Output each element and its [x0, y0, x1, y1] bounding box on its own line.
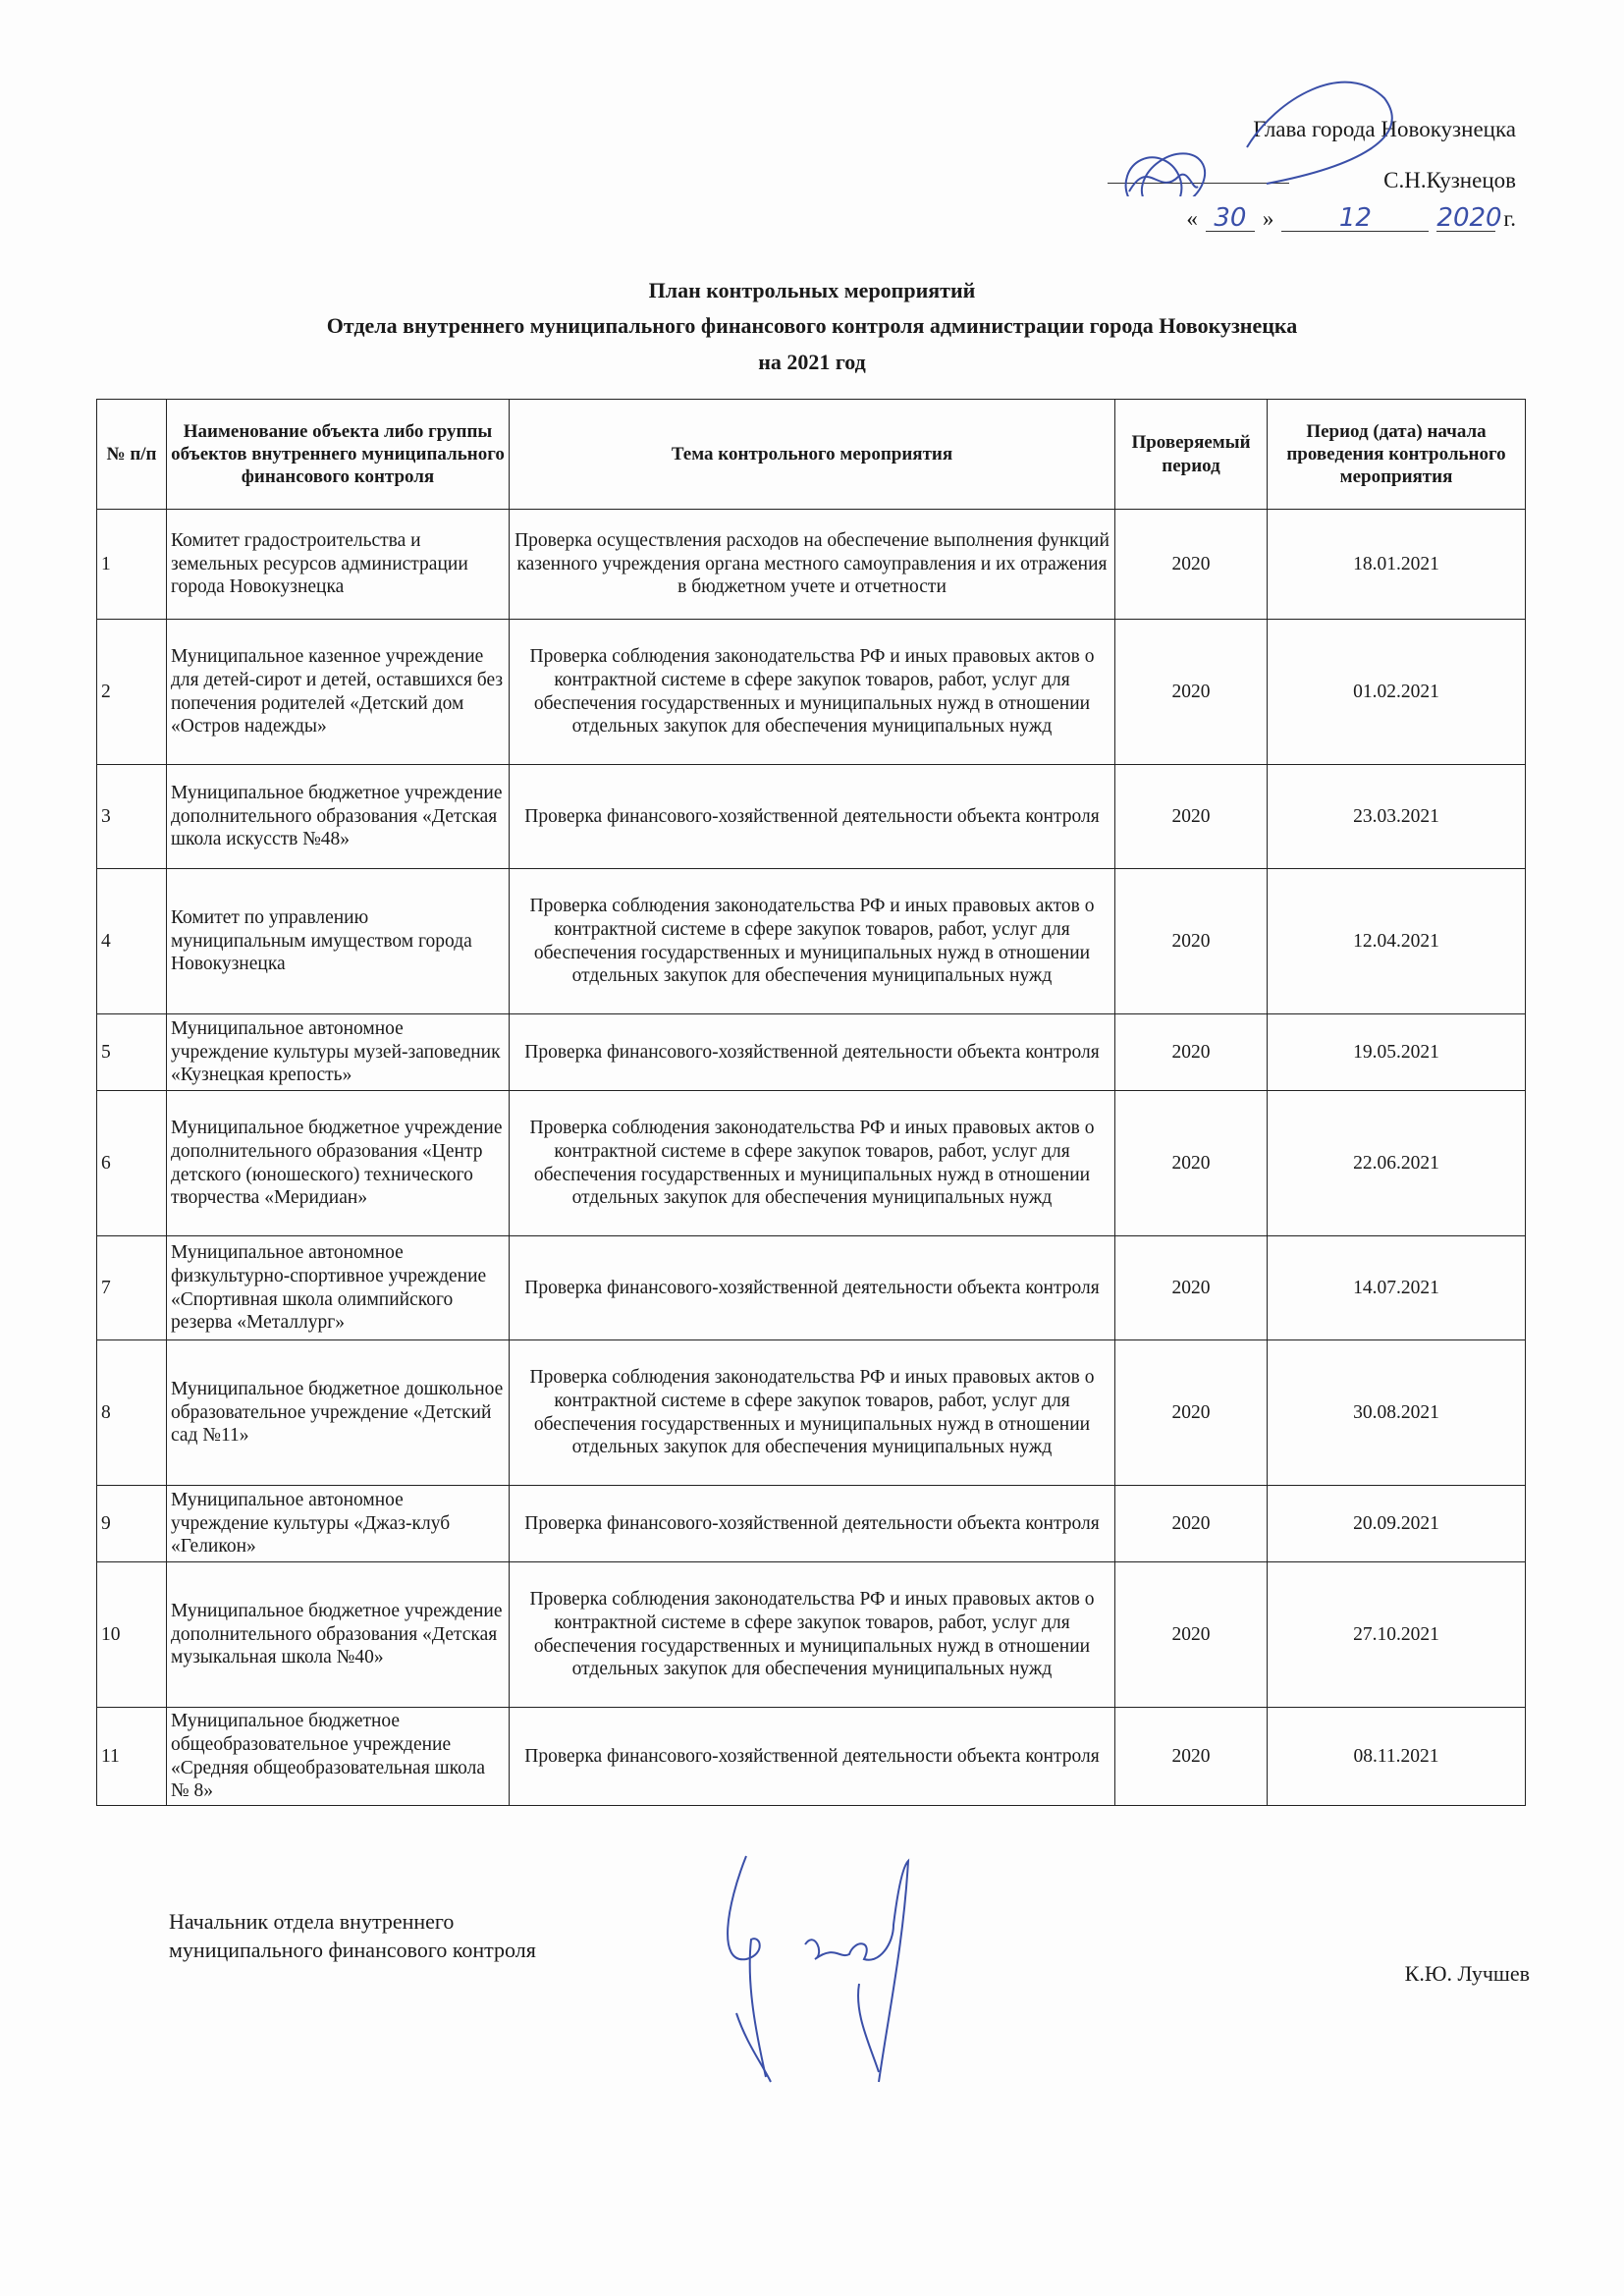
cell-num: 7 [97, 1236, 167, 1340]
cell-period: 2020 [1115, 1014, 1268, 1091]
cell-num: 5 [97, 1014, 167, 1091]
cell-topic: Проверка соблюдения законодательства РФ и иных правовых актов о контрактной системе в сфере закупок товаров, работ, услуг для обеспечения государственных и муниципальных нужд в отношении отдельных закупок для обеспечения муниципальных нужд [510, 1562, 1115, 1708]
cell-start-date: 27.10.2021 [1268, 1562, 1526, 1708]
cell-object: Муниципальное бюджетное учреждение дополнительного образования «Детская музыкальная школа №40» [167, 1562, 510, 1708]
cell-num: 6 [97, 1091, 167, 1236]
cell-num: 11 [97, 1708, 167, 1806]
date-close-quote: » [1262, 206, 1274, 231]
cell-topic: Проверка финансового-хозяйственной деятельности объекта контроля [510, 1236, 1115, 1340]
cell-object: Муниципальное бюджетное общеобразовательное учреждение «Средняя общеобразовательная школа № 8» [167, 1708, 510, 1806]
cell-topic: Проверка соблюдения законодательства РФ и иных правовых актов о контрактной системе в сфере закупок товаров, работ, услуг для обеспечения государственных и муниципальных нужд в отношении отдельных закупок для обеспечения муниципальных нужд [510, 620, 1115, 765]
cell-num: 2 [97, 620, 167, 765]
cell-topic: Проверка финансового-хозяйственной деятельности объекта контроля [510, 1708, 1115, 1806]
cell-object: Муниципальное бюджетное учреждение дополнительного образования «Детская школа искусств №48» [167, 765, 510, 869]
cell-period: 2020 [1115, 765, 1268, 869]
header-period: Проверяемый период [1115, 400, 1268, 510]
cell-topic: Проверка соблюдения законодательства РФ и иных правовых актов о контрактной системе в сфере закупок товаров, работ, услуг для обеспечения государственных и муниципальных нужд в отношении отдельных закупок для обеспечения муниципальных нужд [510, 1091, 1115, 1236]
table-row [97, 620, 1526, 765]
table-row [97, 1236, 1526, 1340]
approval-block [1104, 103, 1516, 256]
cell-object: Муниципальное бюджетное учреждение дополнительного образования «Центр детского (юношеского) технического творчества «Меридиан» [167, 1091, 510, 1236]
table-row [97, 1014, 1526, 1091]
cell-topic: Проверка соблюдения законодательства РФ и иных правовых актов о контрактной системе в сфере закупок товаров, работ, услуг для обеспечения государственных и муниципальных нужд в отношении отдельных закупок для обеспечения муниципальных нужд [510, 1340, 1115, 1486]
cell-object: Муниципальное бюджетное дошкольное образовательное учреждение «Детский сад №11» [167, 1340, 510, 1486]
cell-topic: Проверка финансового-хозяйственной деятельности объекта контроля [510, 1014, 1115, 1091]
cell-topic: Проверка осуществления расходов на обеспечение выполнения функций казенного учреждения органа местного самоуправления и их отражения в бюджетном учете и отчетности [510, 510, 1115, 620]
cell-period: 2020 [1115, 1708, 1268, 1806]
cell-start-date: 22.06.2021 [1268, 1091, 1526, 1236]
date-day: 30 [1206, 205, 1255, 232]
cell-start-date: 19.05.2021 [1268, 1014, 1526, 1091]
cell-num: 1 [97, 510, 167, 620]
cell-object: Муниципальное автономное физкультурно-спортивное учреждение «Спортивная школа олимпийского резерва «Металлург» [167, 1236, 510, 1340]
cell-period: 2020 [1115, 620, 1268, 765]
cell-num: 9 [97, 1486, 167, 1562]
table-row [97, 510, 1526, 620]
cell-object: Комитет градостроительства и земельных ресурсов администрации города Новокузнецка [167, 510, 510, 620]
cell-period: 2020 [1115, 510, 1268, 620]
date-year: 2020 [1436, 203, 1502, 233]
cell-period: 2020 [1115, 1091, 1268, 1236]
cell-start-date: 23.03.2021 [1268, 765, 1526, 869]
cell-object: Комитет по управлению муниципальным имуществом города Новокузнецка [167, 869, 510, 1014]
footer-position: Начальник отдела внутреннего муниципального финансового контроля [169, 1909, 536, 1963]
table-row [97, 1562, 1526, 1708]
footer-name: К.Ю. Лучшев [1404, 1961, 1530, 1986]
cell-period: 2020 [1115, 1486, 1268, 1562]
date-open-quote: « [1186, 206, 1198, 231]
date-month: 12 [1281, 205, 1429, 232]
cell-object: Муниципальное автономное учреждение культуры «Джаз-клуб «Геликон» [167, 1486, 510, 1562]
table-row [97, 1091, 1526, 1236]
cell-start-date: 08.11.2021 [1268, 1708, 1526, 1806]
header-topic: Тема контрольного мероприятия [510, 400, 1115, 510]
date-suffix: г. [1503, 206, 1516, 231]
cell-topic: Проверка финансового-хозяйственной деятельности объекта контроля [510, 765, 1115, 869]
page-year: на 2021 год [758, 350, 866, 374]
cell-period: 2020 [1115, 1562, 1268, 1708]
page-title: План контрольных мероприятий [648, 278, 976, 302]
approval-name: С.Н.Кузнецов [1383, 167, 1516, 192]
chief-signature-icon [707, 1846, 1031, 2092]
cell-start-date: 30.08.2021 [1268, 1340, 1526, 1486]
approval-date [1104, 205, 1516, 256]
signature-line [1108, 183, 1289, 184]
cell-topic: Проверка соблюдения законодательства РФ и иных правовых актов о контрактной системе в сфере закупок товаров, работ, услуг для обеспечения государственных и муниципальных нужд в отношении отдельных закупок для обеспечения муниципальных нужд [510, 869, 1115, 1014]
cell-object: Муниципальное казенное учреждение для детей-сирот и детей, оставшихся без попечения родителей «Детский дом «Остров надежды» [167, 620, 510, 765]
cell-period: 2020 [1115, 869, 1268, 1014]
cell-topic: Проверка финансового-хозяйственной деятельности объекта контроля [510, 1486, 1115, 1562]
cell-num: 8 [97, 1340, 167, 1486]
cell-num: 10 [97, 1562, 167, 1708]
table-row [97, 1486, 1526, 1562]
cell-num: 3 [97, 765, 167, 869]
header-object: Наименование объекта либо группы объектов внутреннего муниципального финансового контроля [167, 400, 510, 510]
cell-start-date: 01.02.2021 [1268, 620, 1526, 765]
page-subtitle: Отдела внутреннего муниципального финансового контроля администрации города Новокузнецка [326, 313, 1298, 338]
table-header-row [97, 400, 1526, 510]
cell-start-date: 12.04.2021 [1268, 869, 1526, 1014]
table-row [97, 765, 1526, 869]
cell-start-date: 18.01.2021 [1268, 510, 1526, 620]
cell-start-date: 20.09.2021 [1268, 1486, 1526, 1562]
table-row [97, 869, 1526, 1014]
cell-period: 2020 [1115, 1340, 1268, 1486]
cell-num: 4 [97, 869, 167, 1014]
approval-position: Глава города Новокузнецка [1253, 116, 1516, 141]
header-start: Период (дата) начала проведения контрольного мероприятия [1268, 400, 1526, 510]
table-row [97, 1340, 1526, 1486]
cell-period: 2020 [1115, 1236, 1268, 1340]
table-row [97, 1708, 1526, 1806]
header-num: № п/п [97, 400, 167, 510]
cell-start-date: 14.07.2021 [1268, 1236, 1526, 1340]
plan-table [96, 399, 1526, 1806]
cell-object: Муниципальное автономное учреждение культуры музей-заповедник «Кузнецкая крепость» [167, 1014, 510, 1091]
